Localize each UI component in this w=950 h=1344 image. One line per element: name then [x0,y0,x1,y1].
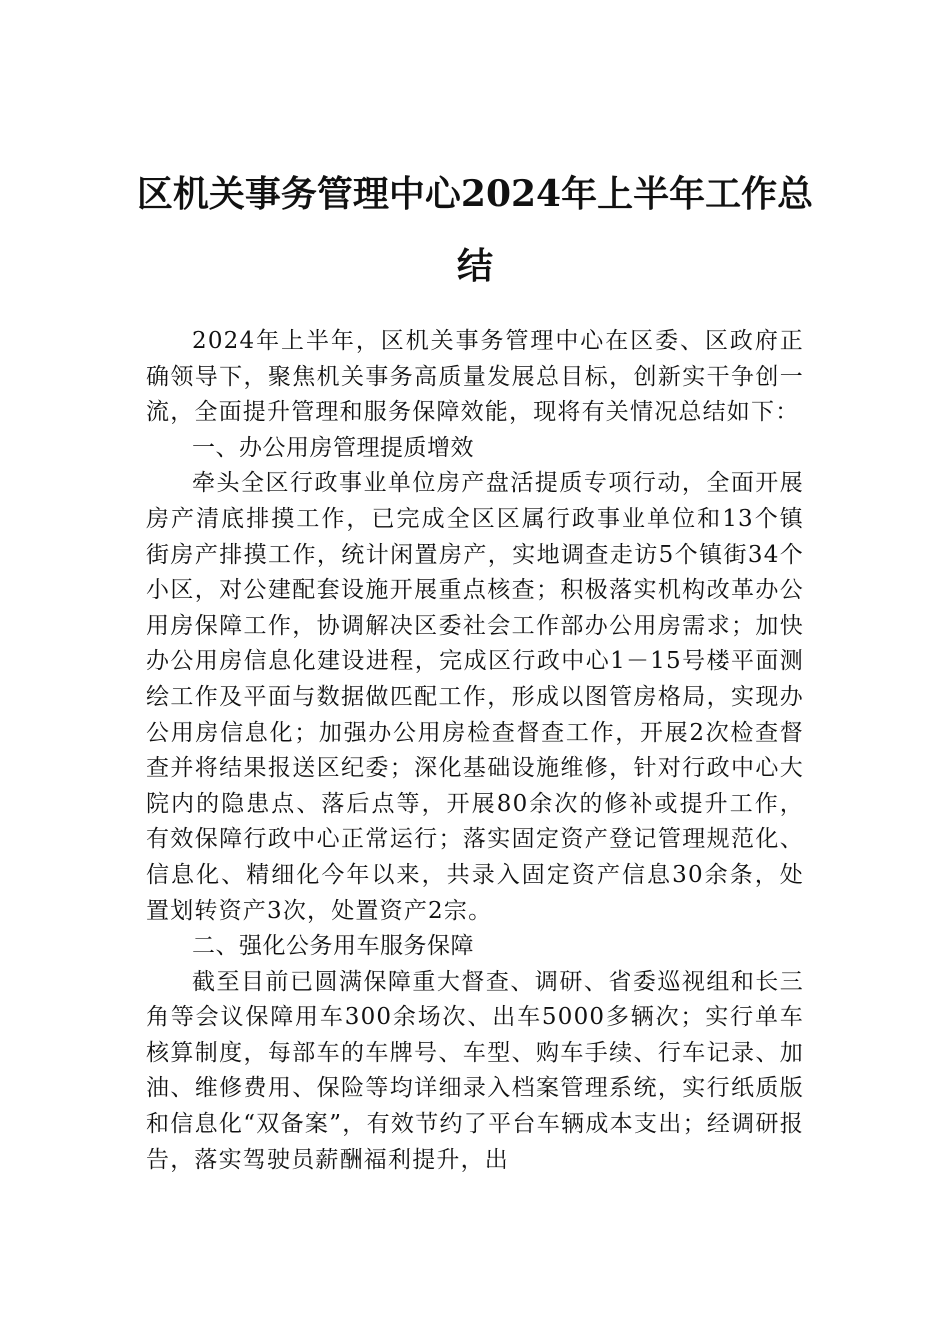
section-paragraph-office-housing: 牵头全区行政事业单位房产盘活提质专项行动，全面开展房产清底排摸工作，已完成全区区属行政事业单位和13个镇街房产排摸工作，统计闲置房产，实地调查走访5个镇街34个小区，对公建配套设施开展重点核查；积极落实机构改革办公用房保障工作，协调解决区委社会工作部办公用房需求；加快办公用房信息化建设进程，完成区行政中心1－15号楼平面测绘工作及平面与数据做匹配工作，形成以图管房格局，实现办公用房信息化；加强办公用房检查督查工作，开展2次检查督查并将结果报送区纪委；深化基础设施维修，针对行政中心大院内的隐患点、落后点等，开展80余次的修补或提升工作，有效保障行政中心正常运行；落实固定资产登记管理规范化、信息化、精细化今年以来，共录入固定资产信息30余条，处置划转资产3次，处置资产2宗。 [146,470,804,924]
document-title: 区机关事务管理中心2024年上半年工作总结 [136,173,814,287]
section-paragraph-official-vehicles: 截至目前已圆满保障重大督查、调研、省委巡视组和长三角等会议保障用车300余场次、出车5000多辆次；实行单车核算制度，每部车的车牌号、车型、购车手续、行车记录、加油、维修费用、保险等均详细录入档案管理系统，实行纸质版和信息化“双备案”，有效节约了平台车辆成本支出；经调研报告，落实驾驶员薪酬福利提升，出 [146,968,804,1173]
section-heading-official-vehicles: 二、强化公务用车服务保障 [192,933,474,960]
document-body [146,324,804,1178]
section-heading-office-housing: 一、办公用房管理提质增效 [192,434,474,461]
intro-paragraph: 2024年上半年，区机关事务管理中心在区委、区政府正确领导下，聚焦机关事务高质量发展总目标，创新实干争创一流，全面提升管理和服务保障效能，现将有关情况总结如下： [146,328,804,426]
